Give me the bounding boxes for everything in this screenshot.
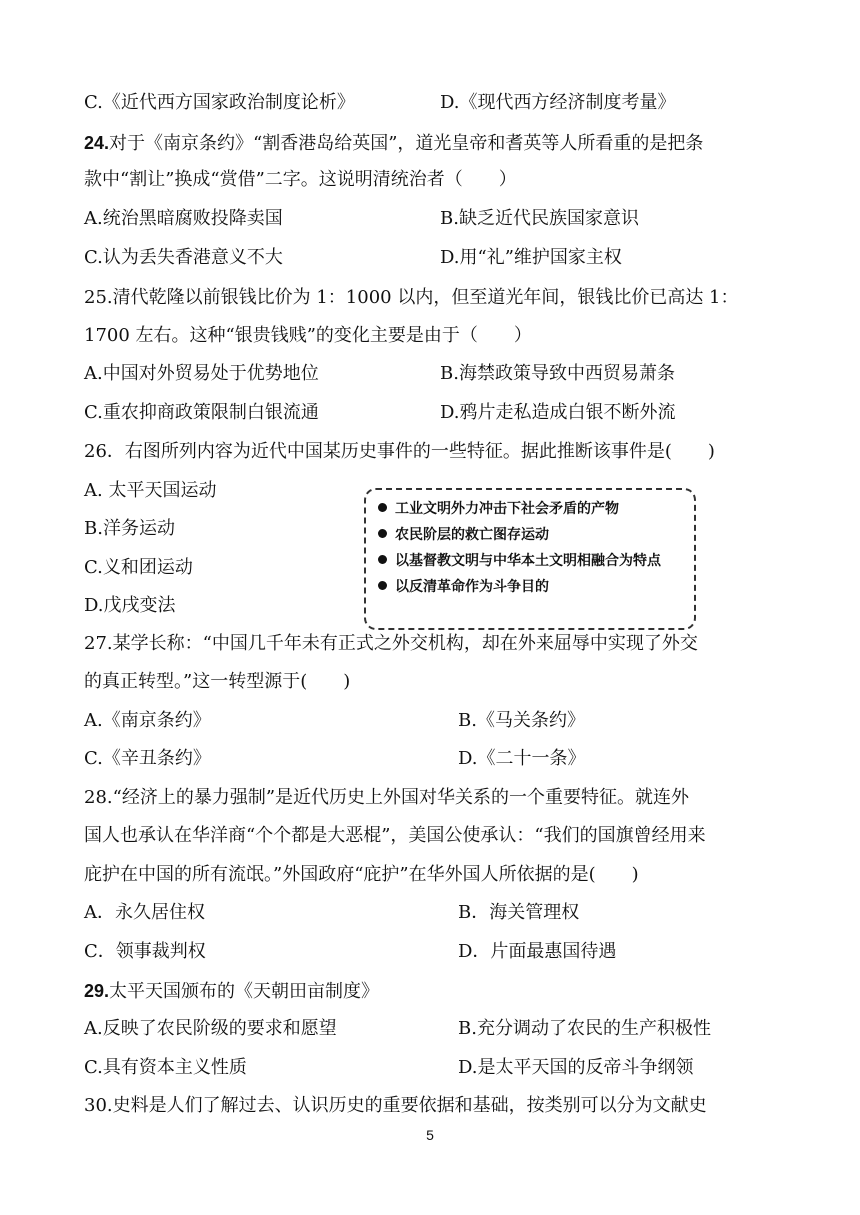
q28-option-d: D．片面最惠国待遇 xyxy=(458,941,617,962)
bullet-icon xyxy=(378,555,387,564)
bullet-icon xyxy=(378,503,387,512)
feature-item xyxy=(378,578,549,596)
q29-option-a: A.反映了农民阶级的要求和愿望 xyxy=(84,1018,337,1039)
q29-stem-text: 太平天国颁布的《天朝田亩制度》 xyxy=(109,981,380,1002)
q24-stem-line2: 款中“割让”换成“赏借”二字。这说明清统治者（ ） xyxy=(84,169,517,190)
bullet-icon xyxy=(378,529,387,538)
q29-number: 29. xyxy=(84,981,110,1001)
q27-stem-line2: 的真正转型。”这一转型源于( ) xyxy=(84,671,351,692)
q25-stem-line1: 25.清代乾隆以前银钱比价为 1：1000 以内，但至道光年间，银钱比价已高达 1： xyxy=(84,287,739,308)
q28-option-b: B．海关管理权 xyxy=(458,902,580,923)
q26-option-d: D.戊戌变法 xyxy=(84,595,176,616)
q28-option-c: C．领事裁判权 xyxy=(84,941,206,962)
q24-option-c: C.认为丢失香港意义不大 xyxy=(84,247,283,268)
q28-stem-line1: 28.“经济上的暴力强制”是近代历史上外国对华关系的一个重要特征。就连外 xyxy=(84,787,690,808)
q27-option-c: C.《辛丑条约》 xyxy=(84,748,211,769)
q25-stem-line2: 1700 左右。这种“银贵钱贱”的变化主要是由于（ ） xyxy=(84,325,532,346)
q27-option-d: D.《二十一条》 xyxy=(458,748,586,769)
q28-stem-line3: 庇护在中国的所有流氓。”外国政府“庇护”在华外国人所依据的是( ) xyxy=(84,864,639,885)
q24-option-d: D.用“礼”维护国家主权 xyxy=(440,247,622,268)
q27-stem-line1: 27.某学长称：“中国几千年未有正式之外交机构，却在外来屈辱中实现了外交 xyxy=(84,633,698,654)
q28-stem-line2: 国人也承认在华洋商“个个都是大恶棍”，美国公使承认：“我们的国旗曾经用来 xyxy=(84,825,706,846)
q24-number: 24. xyxy=(84,133,110,153)
q24-stem-line1 xyxy=(84,132,703,155)
q27-option-a: A.《南京条约》 xyxy=(84,710,211,731)
q25-option-d: D.鸦片走私造成白银不断外流 xyxy=(440,402,676,423)
feature-text: 以基督教文明与中华本土文明相融合为特点 xyxy=(395,553,661,569)
q23-option-c: C.《近代西方国家政治制度论析》 xyxy=(84,92,355,113)
q26-stem: 26．右图所列内容为近代中国某历史事件的一些特征。据此推断该事件是( ) xyxy=(84,441,715,462)
page-number: 5 xyxy=(426,1127,434,1143)
q29-option-b: B.充分调动了农民的生产积极性 xyxy=(458,1018,711,1039)
q25-option-a: A.中国对外贸易处于优势地位 xyxy=(84,363,319,384)
q27-option-b: B.《马关条约》 xyxy=(458,710,585,731)
feature-item xyxy=(378,500,619,518)
feature-item xyxy=(378,526,549,544)
q26-option-c: C.义和团运动 xyxy=(84,557,193,578)
q23-option-d: D.《现代西方经济制度考量》 xyxy=(440,92,676,113)
q25-option-b: B.海禁政策导致中西贸易萧条 xyxy=(440,363,675,384)
feature-text: 农民阶层的救亡图存运动 xyxy=(395,527,549,543)
q24-option-a: A.统治黑暗腐败投降卖国 xyxy=(84,208,283,229)
q28-option-a: A．永久居住权 xyxy=(84,902,205,923)
q26-option-a: A. 太平天国运动 xyxy=(84,480,217,501)
q29-stem xyxy=(84,980,379,1003)
q26-option-b: B.洋务运动 xyxy=(84,518,175,539)
q26-feature-box xyxy=(364,488,696,630)
q29-option-d: D.是太平天国的反帝斗争纲领 xyxy=(458,1057,694,1078)
q24-option-b: B.缺乏近代民族国家意识 xyxy=(440,208,639,229)
q24-stem-text: 对于《南京条约》“割香港岛给英国”，道光皇帝和耆英等人所看重的是把条 xyxy=(109,133,704,154)
bullet-icon xyxy=(378,581,387,590)
feature-text: 工业文明外力冲击下社会矛盾的产物 xyxy=(395,501,619,517)
feature-item xyxy=(378,552,661,570)
q29-option-c: C.具有资本主义性质 xyxy=(84,1057,247,1078)
feature-text: 以反清革命作为斗争目的 xyxy=(395,579,549,595)
q30-stem-line1: 30.史料是人们了解过去、认识历史的重要依据和基础，按类别可以分为文献史 xyxy=(84,1095,707,1116)
q25-option-c: C.重农抑商政策限制白银流通 xyxy=(84,402,319,423)
